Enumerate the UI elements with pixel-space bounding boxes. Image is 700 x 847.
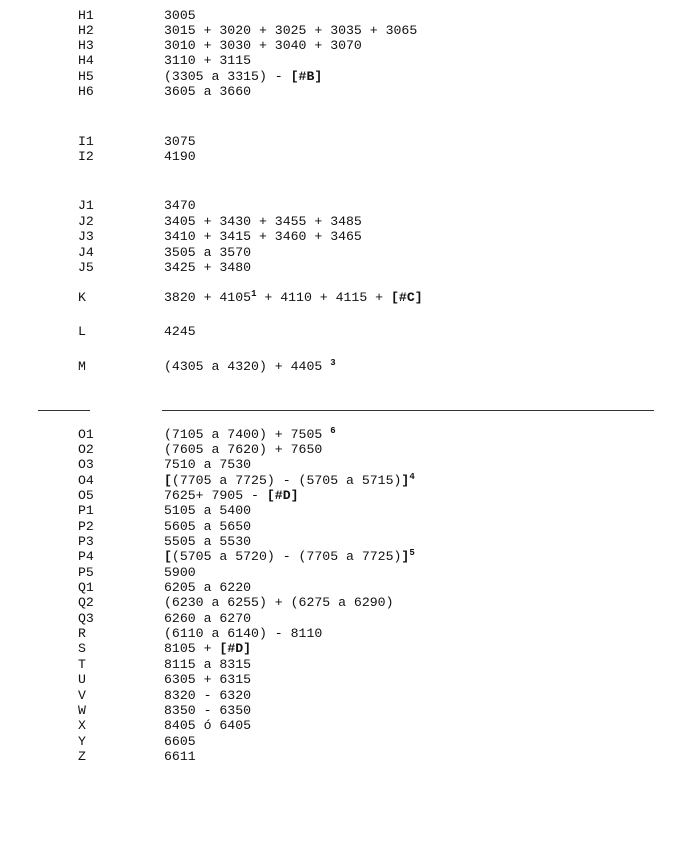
expression-text: 3820 + 4105 — [164, 290, 252, 305]
expression-text: 5105 a 5400 — [164, 503, 252, 518]
row-expression — [164, 149, 196, 164]
row-expression — [164, 718, 251, 733]
row-code: I1 — [78, 134, 94, 149]
footnote-marker: 5 — [409, 548, 415, 558]
row-code: V — [78, 688, 86, 703]
separator-left — [38, 410, 90, 411]
reference-tag: ] — [401, 549, 410, 564]
expression-text: 8115 a 8315 — [164, 657, 252, 672]
expression-text: (7605 a 7620) + 7650 — [164, 442, 323, 457]
expression-text: 4245 — [164, 324, 196, 339]
reference-tag: [#D] — [219, 641, 252, 656]
reference-tag: [#B] — [290, 69, 323, 84]
row-expression — [164, 8, 196, 23]
expression-text: 3015 + 3020 + 3025 + 3035 + 3065 — [164, 23, 418, 38]
expression-text: 6605 — [164, 734, 196, 749]
expression-text: (7105 a 7400) + 7505 — [164, 427, 331, 442]
row-code: H3 — [78, 38, 94, 53]
expression-text: 3005 — [164, 8, 196, 23]
footnote-marker: 3 — [330, 358, 336, 368]
row-code: H6 — [78, 84, 94, 99]
row-expression — [164, 198, 196, 213]
row-code: R — [78, 626, 86, 641]
row-expression — [164, 519, 251, 534]
expression-text: 3425 + 3480 — [164, 260, 252, 275]
row-code: O4 — [78, 473, 94, 488]
row-expression — [164, 53, 251, 68]
row-code: Y — [78, 734, 86, 749]
reference-tag: [#D] — [266, 488, 299, 503]
expression-text: 5605 a 5650 — [164, 519, 252, 534]
reference-tag: [#C] — [391, 290, 423, 305]
expression-text: 3605 a 3660 — [164, 84, 252, 99]
row-expression — [164, 703, 251, 718]
expression-text: 6305 + 6315 — [164, 672, 252, 687]
row-code: T — [78, 657, 86, 672]
row-code: J1 — [78, 198, 94, 213]
row-expression — [164, 69, 322, 84]
expression-text: (5705 a 5720) - (7705 a 7725) — [171, 549, 402, 564]
row-code: H4 — [78, 53, 94, 68]
row-code: L — [78, 324, 86, 339]
row-expression — [164, 260, 251, 275]
row-expression — [164, 38, 362, 53]
expression-text: 3075 — [164, 134, 196, 149]
row-code: J3 — [78, 229, 94, 244]
row-code: P4 — [78, 549, 94, 564]
row-expression — [164, 229, 362, 244]
row-expression — [164, 442, 322, 457]
row-code: P5 — [78, 565, 94, 580]
expression-text: 8320 - 6320 — [164, 688, 252, 703]
footnote-marker: 4 — [409, 472, 415, 482]
row-expression — [164, 580, 251, 595]
expression-text: 6205 a 6220 — [164, 580, 252, 595]
row-expression — [164, 534, 251, 549]
expression-text: 5900 — [164, 565, 196, 580]
expression-text: 7510 a 7530 — [164, 457, 252, 472]
row-expression — [164, 503, 251, 518]
footnote-marker: 6 — [330, 426, 336, 436]
expression-text: 3505 a 3570 — [164, 245, 252, 260]
row-expression — [164, 473, 415, 488]
expression-text: 4190 — [164, 149, 196, 164]
row-expression — [164, 23, 417, 38]
row-expression — [164, 359, 336, 374]
reference-tag: ] — [401, 473, 410, 488]
expression-text: 3470 — [164, 198, 196, 213]
row-code: Q2 — [78, 595, 94, 610]
row-code: J2 — [78, 214, 94, 229]
expression-text: (6110 a 6140) - 8110 — [164, 626, 323, 641]
row-code: W — [78, 703, 86, 718]
expression-text: 8350 - 6350 — [164, 703, 252, 718]
row-code: P3 — [78, 534, 94, 549]
row-expression — [164, 611, 251, 626]
row-expression — [164, 324, 196, 339]
expression-text: 3405 + 3430 + 3455 + 3485 — [164, 214, 362, 229]
row-code: P2 — [78, 519, 94, 534]
row-code: Q1 — [78, 580, 94, 595]
expression-text: (4305 a 4320) + 4405 — [164, 359, 331, 374]
row-expression — [164, 488, 299, 503]
row-code: O5 — [78, 488, 94, 503]
row-code: O2 — [78, 442, 94, 457]
row-code: H2 — [78, 23, 94, 38]
row-expression — [164, 749, 196, 764]
expression-text: (7705 a 7725) - (5705 a 5715) — [171, 473, 402, 488]
expression-text: 6611 — [164, 749, 196, 764]
row-code: X — [78, 718, 86, 733]
row-code: Z — [78, 749, 86, 764]
row-expression — [164, 427, 336, 442]
expression-text: 7625+ 7905 - — [164, 488, 267, 503]
row-code: M — [78, 359, 86, 374]
row-code: S — [78, 641, 86, 656]
row-expression — [164, 214, 362, 229]
reference-tag: [ — [164, 473, 172, 488]
row-expression — [164, 672, 251, 687]
row-code: K — [78, 290, 86, 305]
row-expression — [164, 657, 251, 672]
row-expression — [164, 457, 251, 472]
row-expression — [164, 245, 251, 260]
row-code: O3 — [78, 457, 94, 472]
expression-text: 3410 + 3415 + 3460 + 3465 — [164, 229, 362, 244]
row-expression — [164, 565, 196, 580]
row-expression — [164, 595, 394, 610]
row-code: Q3 — [78, 611, 94, 626]
expression-text: (3305 a 3315) - — [164, 69, 291, 84]
expression-text: 8405 ó 6405 — [164, 718, 252, 733]
expression-text: + 4110 + 4115 + — [256, 290, 392, 305]
row-code: I2 — [78, 149, 94, 164]
expression-text: 3110 + 3115 — [164, 53, 252, 68]
expression-text: 8105 + — [164, 641, 220, 656]
row-expression — [164, 84, 251, 99]
separator-right — [162, 410, 654, 411]
row-expression — [164, 641, 251, 656]
row-expression — [164, 290, 423, 305]
row-expression — [164, 626, 322, 641]
expression-text: 5505 a 5530 — [164, 534, 252, 549]
expression-text: 3010 + 3030 + 3040 + 3070 — [164, 38, 362, 53]
row-code: H5 — [78, 69, 94, 84]
footnote-marker: 1 — [251, 289, 257, 299]
row-code: P1 — [78, 503, 94, 518]
row-code: U — [78, 672, 86, 687]
expression-text: (6230 a 6255) + (6275 a 6290) — [164, 595, 394, 610]
row-expression — [164, 134, 196, 149]
row-expression — [164, 549, 415, 564]
row-expression — [164, 734, 196, 749]
row-expression — [164, 688, 251, 703]
reference-tag: [ — [164, 549, 172, 564]
expression-text: 6260 a 6270 — [164, 611, 252, 626]
row-code: O1 — [78, 427, 94, 442]
row-code: J5 — [78, 260, 94, 275]
row-code: H1 — [78, 8, 94, 23]
row-code: J4 — [78, 245, 94, 260]
